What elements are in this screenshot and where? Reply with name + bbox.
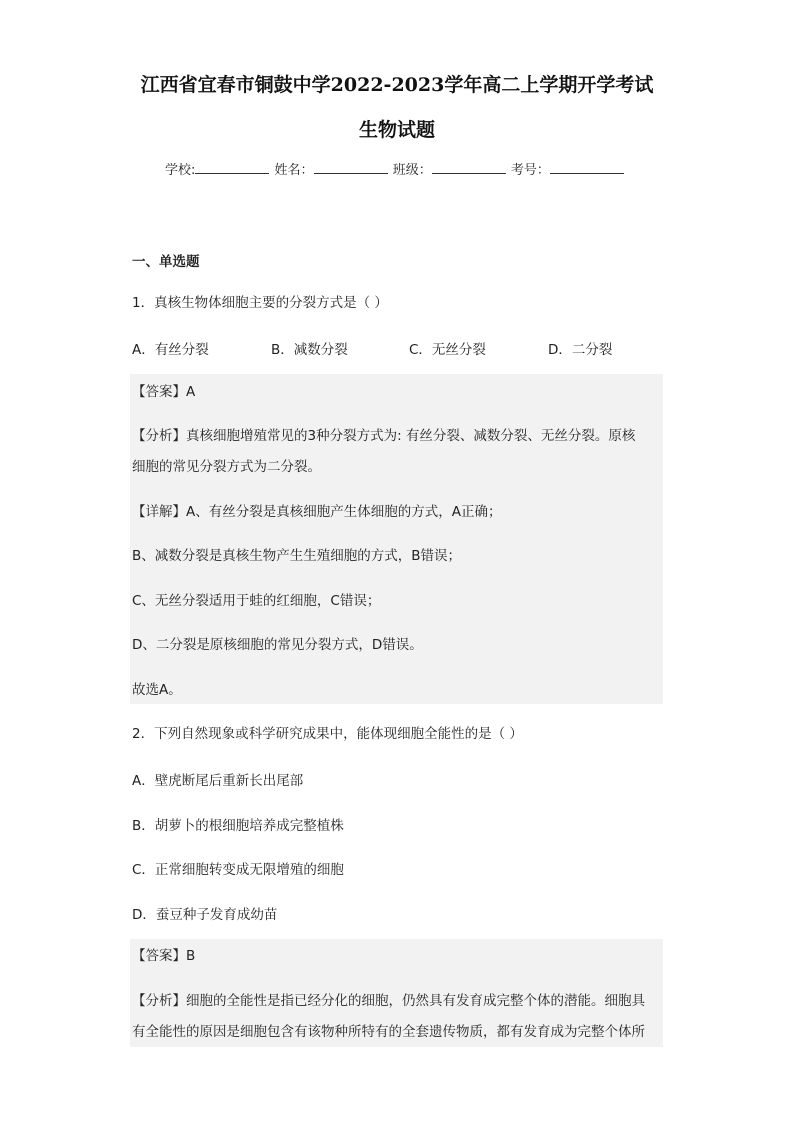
question-1-analysis-line-2: 细胞的常见分裂方式为二分裂。: [132, 459, 321, 475]
question-1-option-a: A．有丝分裂: [132, 342, 209, 358]
question-1-stem: 1．真核生物体细胞主要的分裂方式是（ ）: [132, 295, 388, 311]
question-2-option-d: D．蚕豆种子发育成幼苗: [132, 907, 278, 923]
question-2-option-b: B．胡萝卜的根细胞培养成完整植株: [132, 818, 344, 834]
class-label: 班级：: [392, 163, 432, 178]
question-1-detail-c: C、无丝分裂适用于蛙的红细胞，C错误；: [132, 593, 381, 609]
class-blank: [432, 160, 506, 174]
section-heading: 一、单选题: [132, 254, 200, 270]
question-1-option-c: C．无丝分裂: [409, 342, 486, 358]
name-label: 姓名：: [274, 163, 314, 178]
question-2-option-a: A．壁虎断尾后重新长出尾部: [132, 773, 304, 789]
question-1-detail-d: D、二分裂是原核细胞的常见分裂方式，D错误。: [132, 637, 423, 653]
exam-number-blank: [550, 160, 624, 174]
question-2-analysis-line-2: 有全能性的原因是细胞包含有该物种所特有的全套遗传物质，都有发育成为完整个体所: [132, 1024, 645, 1040]
school-label: 学校:: [165, 163, 196, 178]
question-1-analysis-line-1: 【分析】真核细胞增殖常见的3种分裂方式为: 有丝分裂、减数分裂、无丝分裂。原核: [132, 428, 636, 444]
question-2-analysis-line-1: 【分析】细胞的全能性是指已经分化的细胞，仍然具有发育成完整个体的潜能。细胞具: [132, 993, 645, 1009]
question-2-stem: 2．下列自然现象或科学研究成果中，能体现细胞全能性的是（ ）: [132, 726, 523, 742]
question-1-conclusion: 故选A。: [132, 682, 182, 698]
exam-title: 江西省宜春市铜鼓中学2022-2023学年高二上学期开学考试: [140, 74, 654, 96]
question-1-option-d: D．二分裂: [548, 342, 613, 358]
question-1-solution-box: [130, 374, 663, 704]
question-1-option-b: B．减数分裂: [271, 342, 348, 358]
question-1-answer: 【答案】A: [132, 384, 196, 400]
exam-number-label: 考号：: [510, 163, 550, 178]
student-info-row: [165, 159, 625, 178]
question-1-detail-b: B、减数分裂是真核生物产生生殖细胞的方式，B错误；: [132, 548, 462, 564]
name-blank: [314, 160, 388, 174]
exam-subject: 生物试题: [358, 119, 435, 141]
school-blank: [195, 160, 269, 174]
question-1-detail-a: 【详解】A、有丝分裂是真核细胞产生体细胞的方式，A正确；: [132, 504, 502, 520]
question-2-answer: 【答案】B: [132, 948, 196, 964]
question-2-option-c: C．正常细胞转变成无限增殖的细胞: [132, 862, 344, 878]
